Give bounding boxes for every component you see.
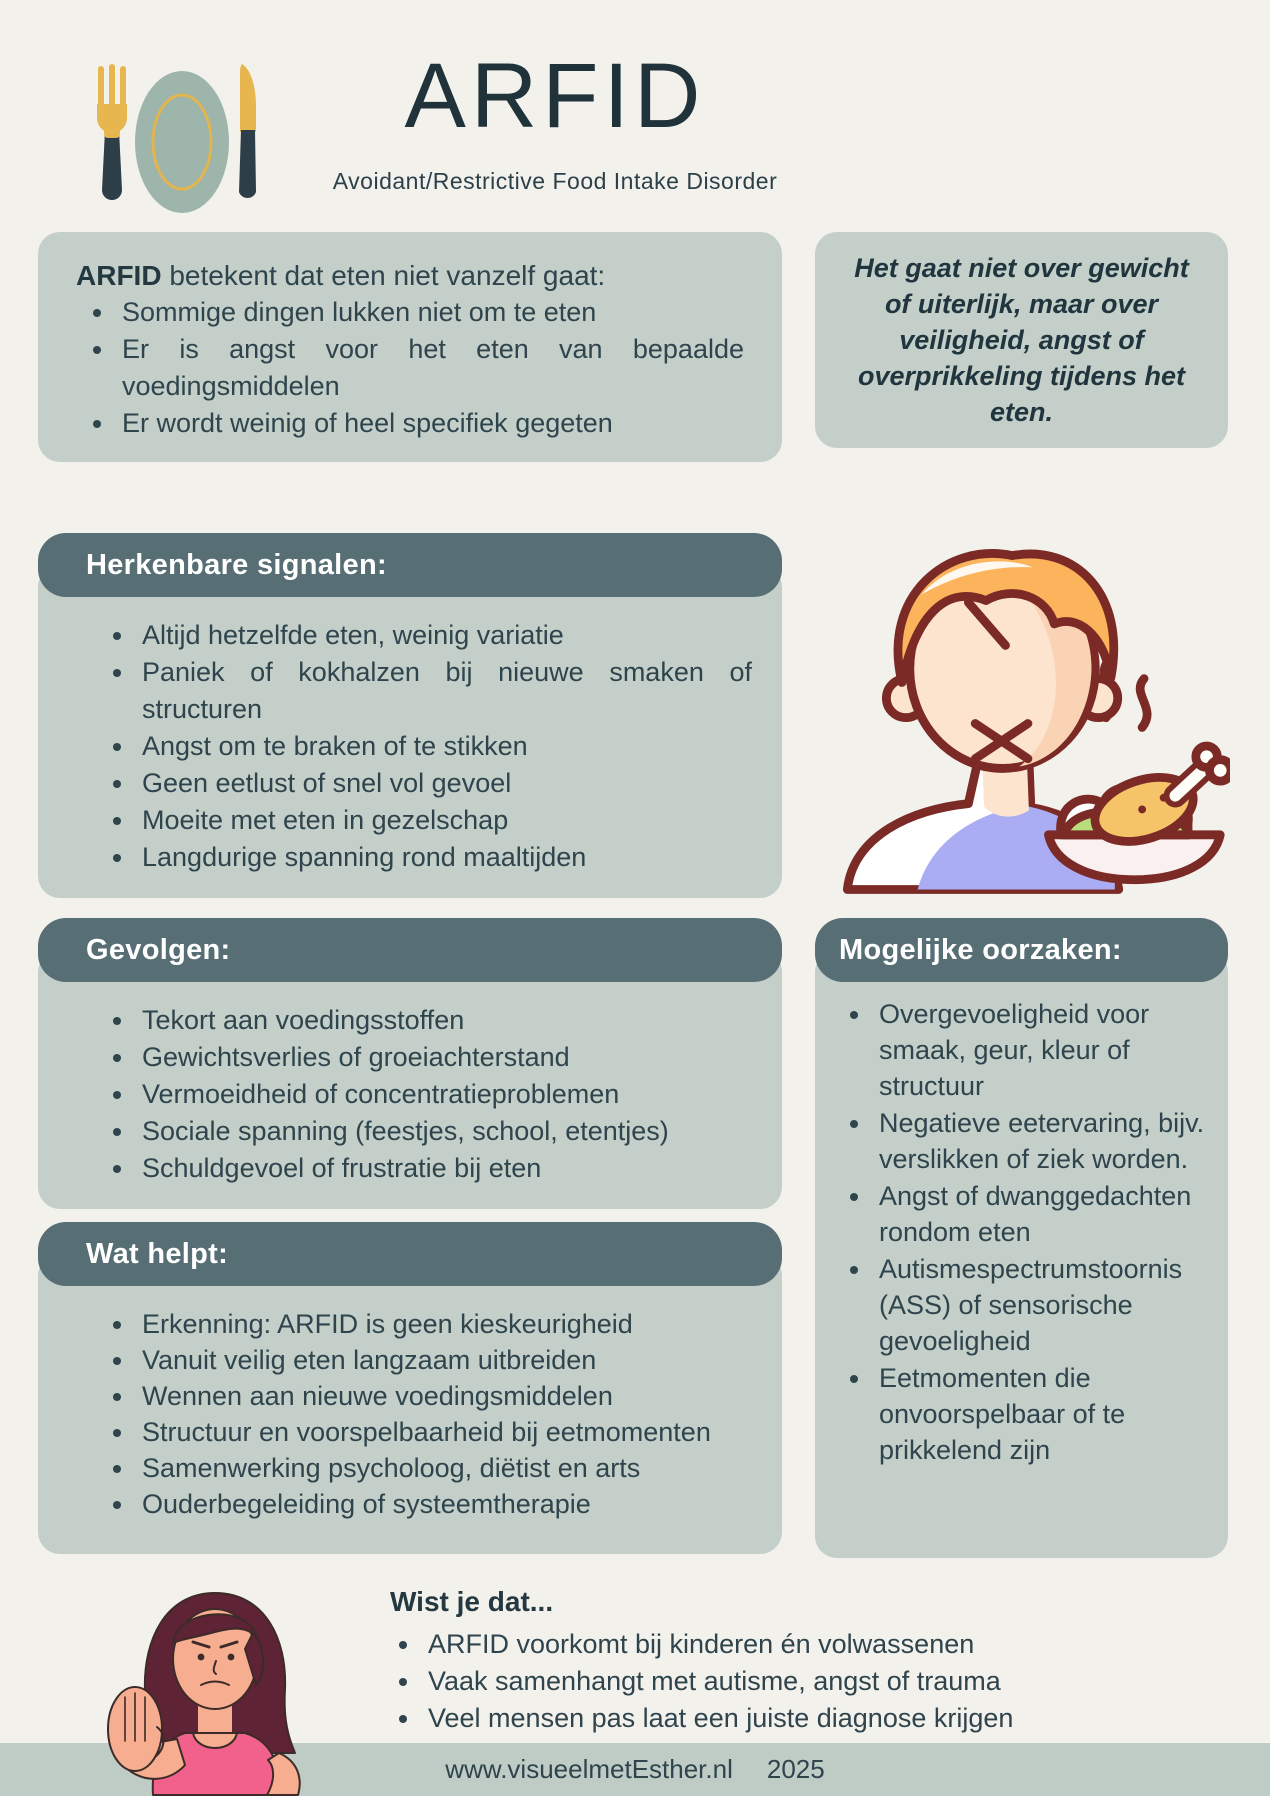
section-helps-title: Wat helpt: [86, 1237, 229, 1270]
section-helps [38, 1222, 782, 1554]
bone-icon [1175, 746, 1230, 796]
intro-list [76, 294, 744, 442]
table-setting-icon [90, 60, 270, 225]
list-item: • Er is angst voor het eten van bepaalde voedingsmiddelen [116, 331, 744, 405]
section-causes [815, 918, 1228, 1558]
list-item: • Veel mensen pas laat een juiste diagnose krijgen [422, 1700, 1070, 1737]
section-consequences [38, 918, 782, 1209]
list-item: • Eetmomenten die onvoorspelbaar of te prikkelend zijn [873, 1360, 1210, 1468]
footer-year: 2025 [766, 1754, 825, 1784]
list-item: • Angst om te braken of te stikken [136, 728, 752, 765]
list-item: • Overgevoeligheid voor smaak, geur, kleur of structuur [873, 996, 1210, 1104]
quote-box [815, 232, 1228, 448]
causes-list [843, 996, 1210, 1468]
quote-text: Het gaat niet over gewicht of uiterlijk, maar over veiligheid, angst of overprikkeling tijdens het eten. [854, 253, 1189, 427]
section-causes-header [815, 918, 1228, 982]
intro-lead [76, 257, 744, 294]
list-item: • Negatieve eetervaring, bijv. verslikken of ziek worden. [873, 1105, 1210, 1177]
helps-list [78, 1306, 752, 1522]
section-consequences-header [38, 918, 782, 982]
section-signals-content [38, 565, 782, 898]
consequences-list [78, 1002, 752, 1187]
list-item: • Moeite met eten in gezelschap [136, 802, 752, 839]
section-causes-content [815, 950, 1228, 1558]
section-signals-header [38, 533, 782, 597]
list-item: • Paniek of kokhalzen bij nieuwe smaken of structuren [136, 654, 752, 728]
footer-site: www.visueelmetEsther.nl [445, 1754, 733, 1784]
list-item: • Wennen aan nieuwe voedingsmiddelen [136, 1378, 752, 1414]
list-item: • Angst of dwanggedachten rondom eten [873, 1178, 1210, 1250]
list-item: • Altijd hetzelfde eten, weinig variatie [136, 617, 752, 654]
facts-list [390, 1626, 1070, 1737]
list-item: • Gewichtsverlies of groeiachterstand [136, 1039, 752, 1076]
section-consequences-title: Gevolgen: [86, 933, 231, 966]
signals-list [78, 617, 752, 876]
list-item: • ARFID voorkomt bij kinderen én volwassenen [422, 1626, 1070, 1663]
list-item: • Autismespectrumstoornis (ASS) of sensorische gevoeligheid [873, 1251, 1210, 1359]
list-item: • Langdurige spanning rond maaltijden [136, 839, 752, 876]
facts-title: Wist je dat... [390, 1586, 554, 1617]
list-item: • Sociale spanning (feestjes, school, etentjes) [136, 1113, 752, 1150]
list-item: • Samenwerking psycholoog, diëtist en arts [136, 1450, 752, 1486]
section-helps-header [38, 1222, 782, 1286]
section-causes-title: Mogelijke oorzaken: [839, 933, 1122, 966]
list-item: • Structuur en voorspelbaarheid bij eetmomenten [136, 1414, 752, 1450]
woman-stop-gesture-illustration [95, 1581, 335, 1796]
section-helps-content [38, 1254, 782, 1554]
list-item: • Tekort aan voedingsstoffen [136, 1002, 752, 1039]
list-item: • Er wordt weinig of heel specifiek gegeten [116, 405, 744, 442]
knife-icon [239, 64, 256, 198]
plate-icon [135, 71, 229, 213]
page-title: ARFID [404, 45, 706, 147]
list-item: • Sommige dingen lukken niet om te eten [116, 294, 744, 331]
intro-box [38, 232, 782, 462]
list-item: • Vermoeidheid of concentratieproblemen [136, 1076, 752, 1113]
intro-lead-bold: ARFID [76, 260, 162, 291]
fork-icon [97, 64, 127, 200]
list-item: • Vanuit veilig eten langzaam uitbreiden [136, 1342, 752, 1378]
list-item: • Schuldgevoel of frustratie bij eten [136, 1150, 752, 1187]
facts-block [390, 1586, 1070, 1737]
page-subtitle: Avoidant/Restrictive Food Intake Disorder [332, 168, 778, 194]
list-item: • Geen eetlust of snel vol gevoel [136, 765, 752, 802]
section-signals-title: Herkenbare signalen: [86, 548, 387, 581]
intro-lead-rest: betekent dat eten niet vanzelf gaat: [161, 260, 606, 291]
list-item: • Ouderbegeleiding of systeemtherapie [136, 1486, 752, 1522]
section-signals [38, 533, 782, 898]
boy-refusing-food-illustration [820, 510, 1230, 898]
section-consequences-content [38, 950, 782, 1209]
list-item: • Erkenning: ARFID is geen kieskeurigheid [136, 1306, 752, 1342]
list-item: • Vaak samenhangt met autisme, angst of trauma [422, 1663, 1070, 1700]
